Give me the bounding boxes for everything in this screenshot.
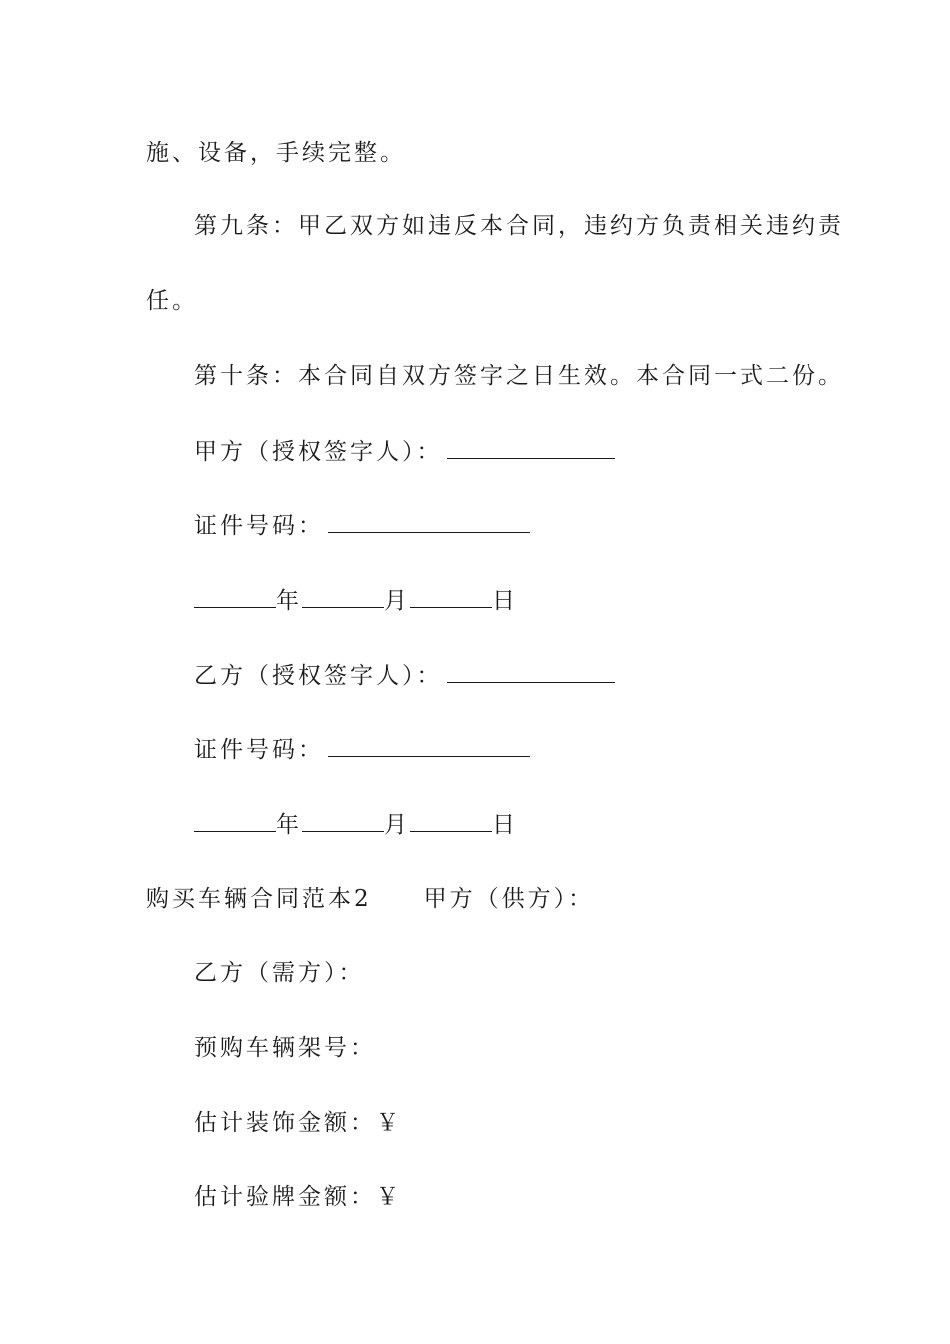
decoration-amount-row	[194, 1108, 402, 1138]
decoration-amount-label: 估计装饰金额：	[194, 1110, 376, 1136]
party-b-signature-label: 乙方（授权签字人）：	[194, 663, 443, 689]
party-a-signature-blank	[447, 436, 615, 459]
party-b-date-row	[194, 809, 518, 840]
party-a-month-blank	[302, 585, 384, 608]
section-title: 购买车辆合同范本2	[146, 886, 372, 912]
article-ten-line: 第十条：本合同自双方签字之日生效。本合同一式二份。	[194, 363, 844, 389]
day-label: 日	[492, 588, 518, 614]
year-label: 年	[276, 588, 302, 614]
party-b-id-row	[194, 734, 530, 765]
article-nine-continuation: 任。	[146, 288, 198, 314]
party-b-signature-blank	[447, 660, 615, 683]
party-b-signature-row	[194, 660, 615, 691]
buyer-label: 乙方（需方）：	[194, 960, 365, 986]
party-b-year-blank	[194, 809, 276, 832]
plate-amount-label: 估计验牌金额：	[194, 1184, 376, 1210]
party-b-month-blank	[302, 809, 384, 832]
party-b-day-blank	[410, 809, 492, 832]
party-a-signature-row	[194, 436, 615, 467]
month-label: 月	[384, 588, 410, 614]
plate-amount-row	[194, 1182, 402, 1212]
party-a-day-blank	[410, 585, 492, 608]
article-nine-line: 第九条：甲乙双方如违反本合同，违约方负责相关违约责	[194, 213, 844, 239]
vehicle-frame-label: 预购车辆架号：	[194, 1035, 376, 1061]
decoration-amount-value: ￥	[376, 1110, 402, 1136]
party-a-date-row	[194, 585, 518, 616]
party-a-id-row	[194, 510, 530, 541]
month-label: 月	[384, 812, 410, 838]
year-label: 年	[276, 812, 302, 838]
party-b-id-label: 证件号码：	[194, 737, 324, 763]
day-label: 日	[492, 812, 518, 838]
party-a-id-blank	[328, 510, 530, 533]
party-a-signature-label: 甲方（授权签字人）：	[194, 439, 443, 465]
paragraph-line: 施、设备，手续完整。	[146, 140, 406, 166]
party-a-id-label: 证件号码：	[194, 513, 324, 539]
plate-amount-value: ￥	[376, 1184, 402, 1210]
supplier-label: 甲方（供方）：	[423, 886, 595, 912]
party-a-year-blank	[194, 585, 276, 608]
party-b-id-blank	[328, 734, 530, 757]
contract-section-row	[146, 884, 594, 914]
